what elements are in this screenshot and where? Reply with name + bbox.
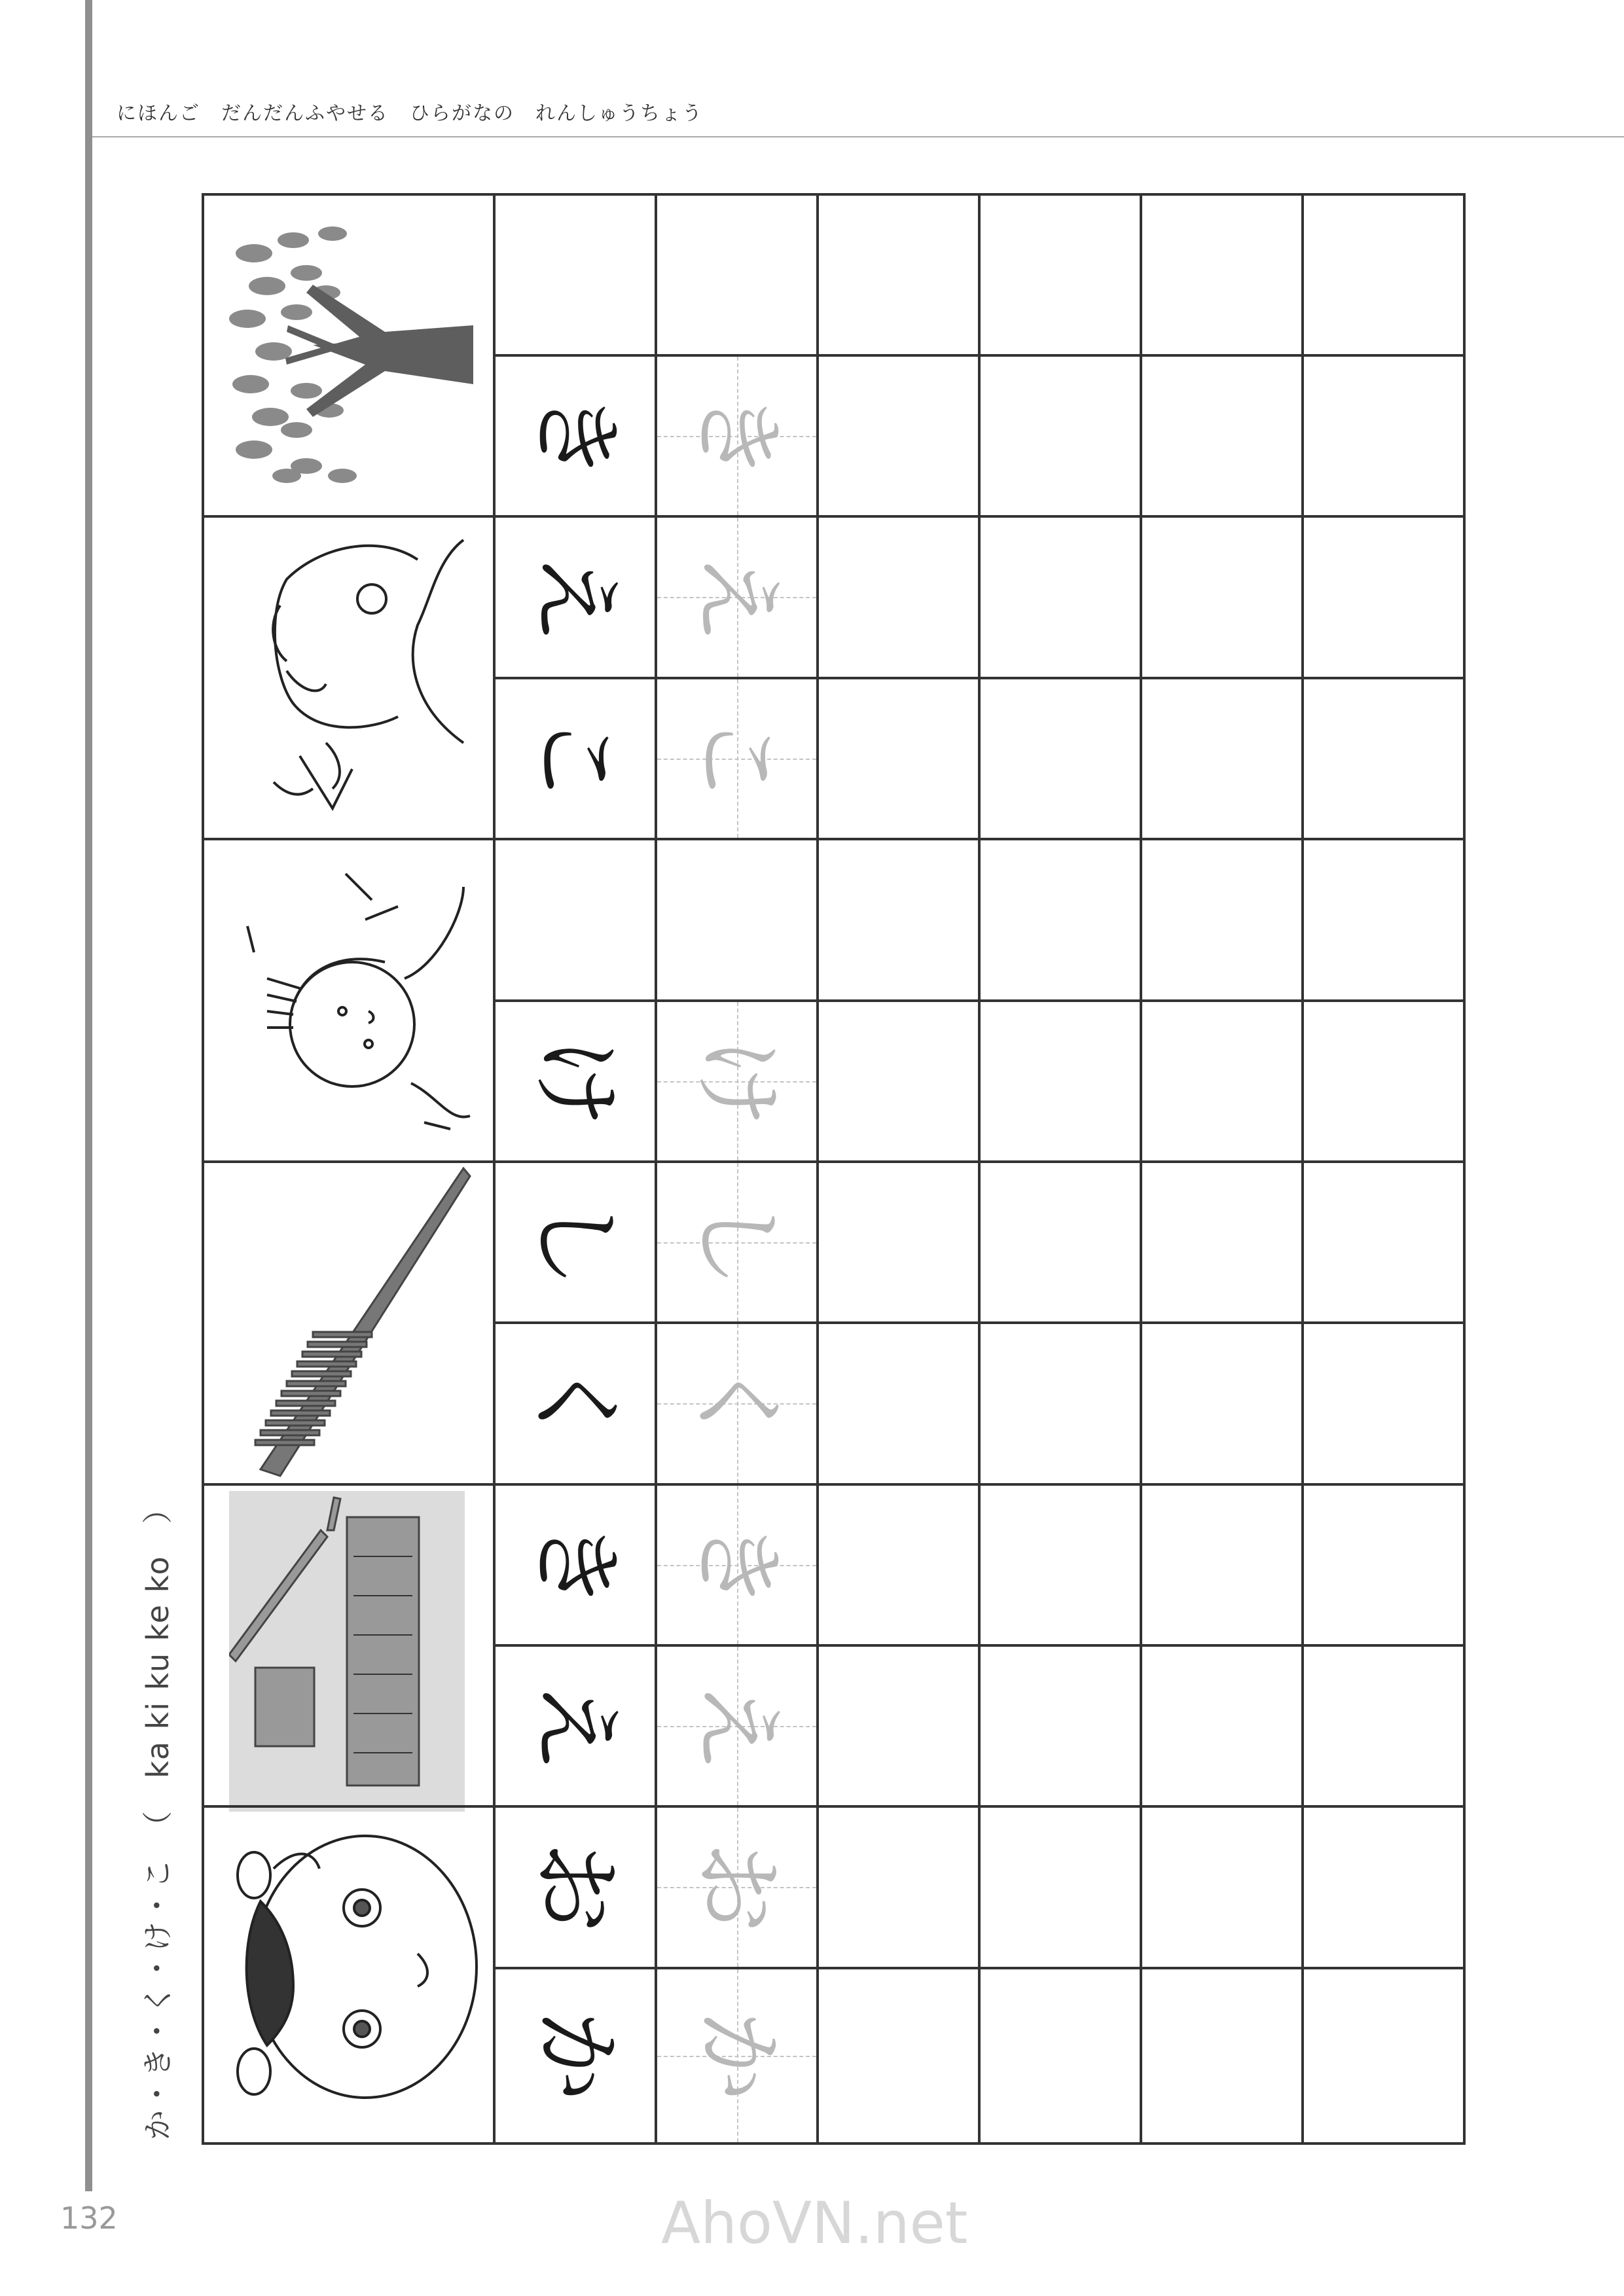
trace-character: こ <box>683 712 791 804</box>
grid-line <box>202 193 204 2145</box>
model-character: え <box>522 1679 629 1772</box>
grid-line <box>202 193 1466 196</box>
grid-line <box>202 1160 1466 1163</box>
grid-line <box>493 1967 1466 1969</box>
model-character: く <box>522 1357 629 1450</box>
trace-character: え <box>683 1679 791 1772</box>
trace-character: か <box>683 2009 791 2102</box>
page-spine-bar <box>85 0 92 2191</box>
grid-line <box>202 1805 1466 1808</box>
trace-character: け <box>683 1035 791 1127</box>
model-character: え <box>522 551 629 643</box>
model-character: こ <box>522 712 629 804</box>
station-icon <box>229 1491 465 1812</box>
grid-line <box>202 515 1466 518</box>
grid-line <box>816 193 819 2145</box>
model-character: き <box>522 389 629 482</box>
trace-character: き <box>683 389 791 482</box>
face-icon <box>215 1810 490 2124</box>
grid-line <box>1301 193 1304 2145</box>
grid-line <box>978 193 981 2145</box>
header-rule <box>92 136 1624 137</box>
model-character: け <box>522 1035 629 1127</box>
grid-line <box>1463 193 1466 2145</box>
practice-grid <box>202 193 1471 2145</box>
voice-icon <box>221 520 496 834</box>
model-character: し <box>522 1196 629 1288</box>
comb-icon <box>241 1162 477 1489</box>
trace-character: く <box>683 1357 791 1450</box>
grid-line <box>202 2142 1466 2145</box>
watermark: AhoVN.net <box>661 2189 968 2257</box>
hair-icon <box>215 848 490 1149</box>
trace-character: え <box>683 551 791 643</box>
trace-character: お <box>683 1841 791 1933</box>
tree-icon <box>215 201 477 509</box>
trace-character: し <box>683 1196 791 1288</box>
lesson-title: か・き・く・け・こ （ ka ki ku ke ko ） <box>140 1492 175 2140</box>
grid-line <box>1140 193 1142 2145</box>
trace-character: き <box>683 1518 791 1611</box>
grid-line <box>202 1483 1466 1486</box>
model-character: き <box>522 1518 629 1611</box>
model-character: お <box>522 1841 629 1933</box>
grid-line <box>202 838 1466 840</box>
model-character: か <box>522 2009 629 2102</box>
page-number: 132 <box>60 2200 118 2236</box>
header-title: にほんご だんだんふやせる ひらがなの れんしゅうちょう <box>117 102 703 125</box>
